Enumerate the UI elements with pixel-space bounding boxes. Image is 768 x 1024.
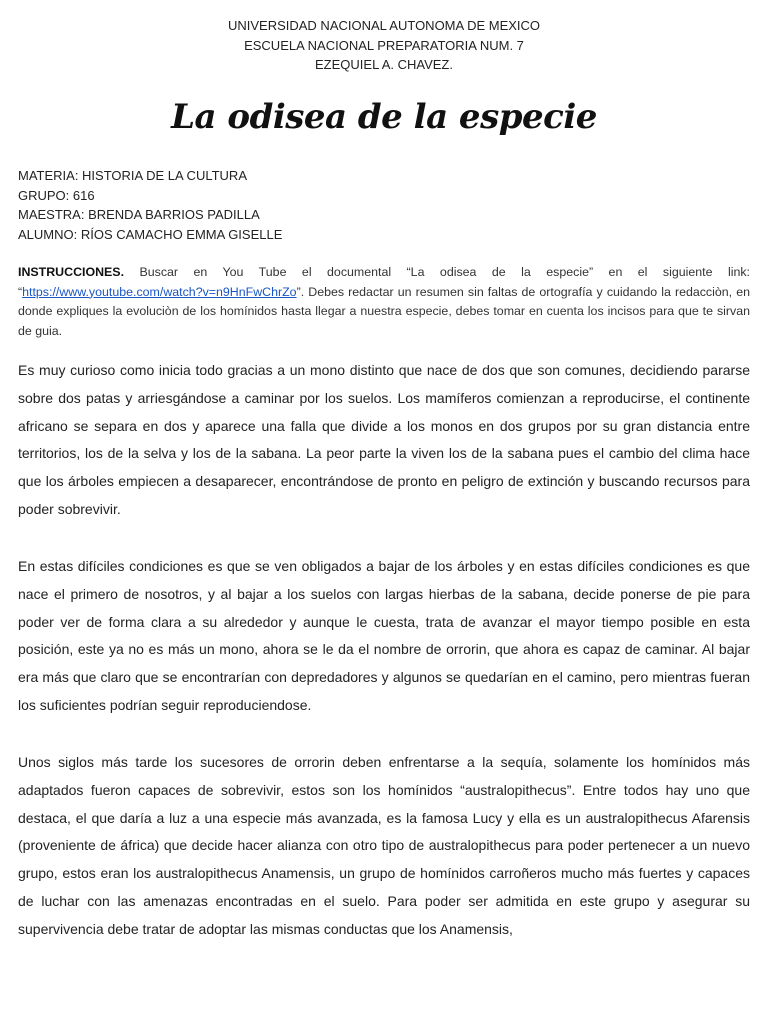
instructions-label: INSTRUCCIONES. <box>18 265 125 279</box>
document-title: La odisea de la especie <box>171 97 597 137</box>
essay-paragraph-2: En estas difíciles condiciones es que se ven obligados a bajar de los árboles y en estas difíciles condiciones es que nace el primero de nosotros, y al bajar a los suelos con largas hierbas de la sabana, decide ponerse de pie para poder ver de forma clara a su alrededor y aunque le cuesta, trata de avanzar el mayor tiempo posible en esta posición, este ya no es más un mono, ahora se le da el nombre de orrorin, que ahora es capaz de caminar. Al bajar era más que claro que se encontrarían con depredadores y algunos se quedarían en el camino, pero mientras fueran los suficientes podrían seguir reproduciendose. <box>18 558 750 713</box>
instructions-text-before-link: Buscar en You Tube el documental “La odisea de la especie” en el siguiente link: “ <box>18 265 750 299</box>
essay-paragraph-3: Unos siglos más tarde los sucesores de orrorin deben enfrentarse a la sequía, solamente los homínidos más adaptados fueron capaces de sobrevivir, estos son los homínidos “australopithecus”. Entre todos hay uno que destaca, el que daría a luz a una especie más avanzada, es la famosa Lucy y ella es un australopithecus Afarensis (proveniente de áfrica) que decide hacer alianza con otro tipo de australopithecus para poder pertenecer a un nuevo grupo, estos eran los australopithecus Anamensis, un grupo de homínidos carroñeros mucho más fuertes y capaces de luchar con las amenazas encontradas en el suelo. Para poder ser admitida en este grupo y asegurar su supervivencia debe tratar de adoptar las mismas conductas que los Anamensis, <box>18 754 750 937</box>
institution-header <box>0 16 768 75</box>
university-name: UNIVERSIDAD NACIONAL AUTONOMA DE MEXICO <box>227 18 541 33</box>
student-info <box>18 166 282 244</box>
instructions-text-after-link: ”. Debes redactar un resumen sin faltas de ortografía y cuidando la redacciòn, en donde expliques la evoluciòn de los homínidos hasta llegar a nuestra especie, debes tomar en cuenta los incisos para que te sirvan de guia. <box>18 284 750 338</box>
youtube-link[interactable]: https://www.youtube.com/watch?v=n9HnFwChrZo <box>22 284 297 299</box>
teacher-line: MAESTRA: BRENDA BARRIOS PADILLA <box>18 207 260 222</box>
subject-line: MATERIA: HISTORIA DE LA CULTURA <box>18 168 247 183</box>
group-line: GRUPO: 616 <box>18 187 95 203</box>
essay-paragraph-1: Es muy curioso como inicia todo gracias a un mono distinto que nace de dos que son comunes, decidiendo pararse sobre dos patas y arriesgándose a caminar por los suelos. Los mamíferos comienzan a reproducirse, el continente africano se separa en dos y aparece una falla que divide a los monos en dos grupos por su gran distancia entre territorios, los de la selva y los de la sabana. La peor parte la viven los de la sabana pues el cambio del clima hace que los árboles empiecen a desaparecer, encontrándose de pronto en peligro de extinción y buscando recursos para poder sobrevivir. <box>18 362 750 517</box>
school-name: ESCUELA NACIONAL PREPARATORIA NUM. 7 <box>244 37 524 53</box>
instructions-block <box>18 263 750 341</box>
school-subtitle: EZEQUIEL A. CHAVEZ. <box>315 57 453 72</box>
student-line: ALUMNO: RÍOS CAMACHO EMMA GISELLE <box>18 226 283 242</box>
